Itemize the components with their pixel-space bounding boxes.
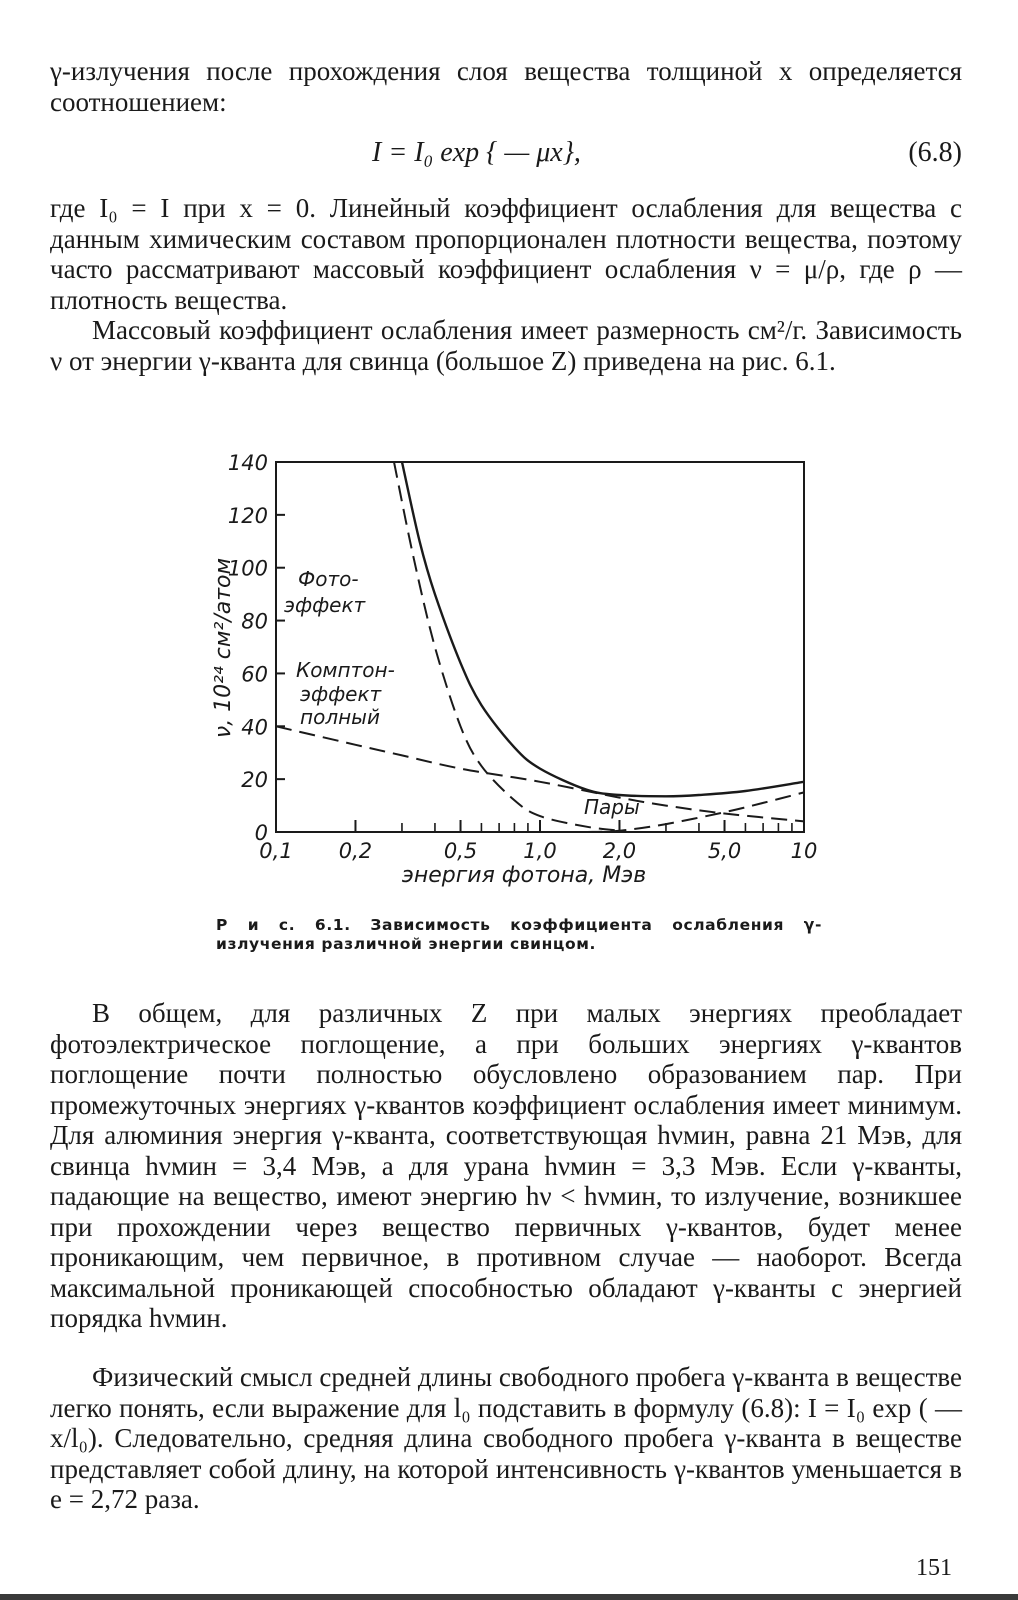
y-tick-label: 80 [241, 609, 268, 634]
total-curve [402, 462, 804, 796]
x-tick-label: 5,0 [707, 839, 742, 863]
annotation-compton-1: Комптон- [296, 658, 395, 682]
annotation-compton-2: эффект [300, 682, 382, 706]
annotation-compton-3: полный [300, 705, 380, 729]
paragraph-4: В общем, для различных Z при малых энергиях преобладает фотоэлектрическое поглощение, а при больших энергиях γ-квантов поглощение почти полностью обусловлено образованием пар. При промежуточных энергиях γ-квантов коэффициент ослабления имеет минимум. Для алюминия энергия γ-кванта, соответствующая hνмин, равна 21 Мэв, для свинца hνмин = 3,4 Мэв, а для урана hνмин = 3,3 Мэв. Если γ-кванты, падающие на вещество, имеют энергию hν < hνмин, то излучение, возникшее при прохождении через вещество первичных γ-квантов, будет менее проникающим, чем первичное, в противном случае — наоборот. Всегда максимальной проникающей способностью обладают γ-кванты с энергией порядка hνмин. [50, 998, 962, 1333]
y-axis-label: ν, 10²⁴ см²/атом [211, 557, 236, 739]
plot-frame [276, 462, 804, 832]
y-tick-label: 60 [241, 662, 268, 687]
tick-labels [228, 451, 817, 863]
annotation-pairs: Пары [584, 795, 640, 819]
y-tick-label: 0 [254, 821, 268, 845]
page-bottom-edge [0, 1594, 1018, 1600]
x-axis-label: энергия фотона, Мэв [401, 863, 647, 888]
figure-6-1 [200, 448, 830, 908]
x-tick-label: 0,1 [259, 839, 293, 863]
annotation-photo-2: эффект [284, 593, 366, 617]
photoeffect-curve [394, 462, 620, 831]
curves [276, 462, 804, 832]
y-tick-label: 140 [227, 451, 268, 475]
paragraph-5: Физический смысл средней длины свободного пробега γ-кванта в веществе легко понять, если выражение для l₀ подставить в формулу (6.8): I = I₀ exp ( — x/l₀). Следовательно, средняя длина свободного пробега γ-кванта в веществе представляет собой длину, на которой интенсивность γ-квантов уменьшается в e = 2,72 раза. [50, 1362, 962, 1514]
paragraph-3: Массовый коэффициент ослабления имеет размерность см²/г. Зависимость ν от энергии γ-кванта для свинца (большое Z) приведена на рис. 6.1. [50, 315, 962, 376]
tick-marks [276, 462, 804, 832]
y-tick-label: 40 [241, 715, 268, 740]
y-tick-label: 20 [241, 768, 268, 793]
x-tick-label: 0,2 [338, 839, 373, 863]
attenuation-chart [200, 448, 830, 908]
paragraph-2: где I₀ = I при x = 0. Линейный коэффициент ослабления для вещества с данным химическим составом пропорционален плотности вещества, поэтому часто рассматривают массовый коэффициент ослабления ν = μ/ρ, где ρ — плотность вещества. [50, 193, 962, 315]
page-number: 151 [916, 1555, 952, 1581]
formula-number: (6.8) [908, 137, 962, 168]
y-tick-label: 100 [227, 556, 268, 581]
x-tick-label: 10 [790, 839, 818, 863]
x-tick-label: 1,0 [523, 839, 557, 863]
x-tick-label: 2,0 [602, 839, 637, 863]
y-tick-label: 120 [227, 503, 268, 528]
figure-caption: Р и с. 6.1. Зависимость коэффициента ослабления γ-излучения различной энергии свинцом. [216, 916, 822, 953]
paragraph-1: γ-излучения после прохождения слоя вещества толщиной x определяется соотношением: [50, 56, 962, 117]
formula-6-8: I = I₀ exp { — μx}, [372, 137, 581, 168]
compton-curve [276, 726, 804, 821]
x-tick-label: 0,5 [443, 839, 478, 863]
annotation-photo-1: Фото- [298, 567, 359, 591]
